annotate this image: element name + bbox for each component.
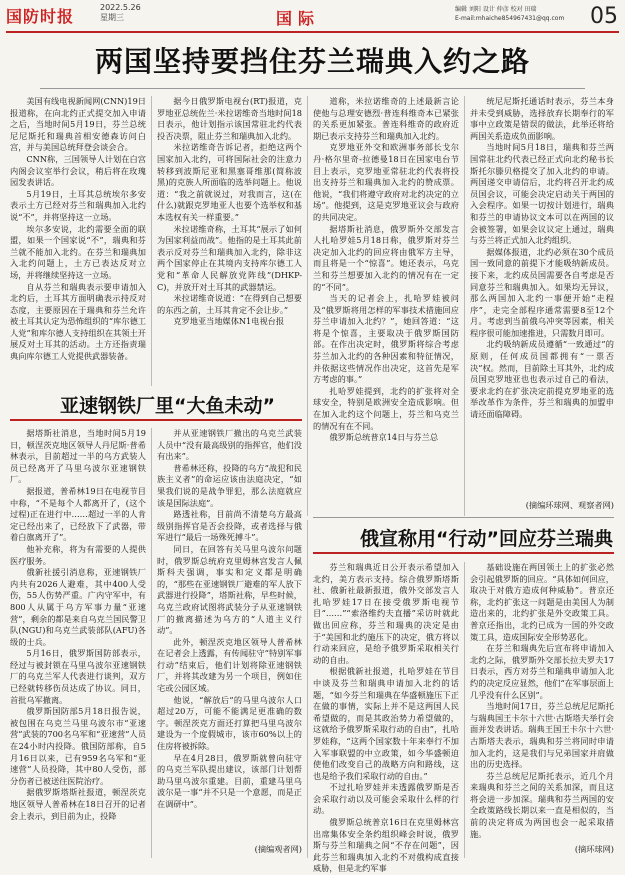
paragraph: 米拉诺维奇说道：“在得到自己想要的东西之前，土耳其肯定不会让步。”	[157, 293, 302, 315]
paragraph: 据塔斯社消息，俄罗斯外交部发言人扎哈罗娃5月18日称，俄罗斯对芬兰决定加入北约的回应将由俄军方主导，而且将是一个“惊喜”。她还表示，乌克兰和芬兰想要加入北约的情况有在一定的“不同”。	[313, 223, 459, 292]
paragraph: 芬兰和瑞典近日公开表示希望加入北约，美方表示支持。综合俄罗斯塔斯社、俄新社最新报道，俄外交部发言人扎哈罗娃17日在接受俄罗斯电视节目“……”“索洛维约夫直播”采访时就此做出回应称，芬兰和瑞典的决定是由于“美国和北约施压下的决定，俄方将以行动来回应，是给予俄罗斯采取相关行动的自由。	[313, 562, 459, 665]
paragraph: 当天的记者会上，扎哈罗娃被问及“俄罗斯将用怎样的军事技术措施回应芬兰申请加入北约？”，她回答道：“这将是个惊喜，主要取决于俄罗斯国防部。在作出决定时，俄罗斯将综合考虑芬兰加入北约的各种因素和特征情况，并依据这些情况作出决定，这首先是军方考虑的事。”	[313, 293, 459, 385]
article1-byline-box	[470, 500, 614, 514]
masthead: 国防时报	[6, 7, 75, 26]
article1-column-2	[157, 96, 302, 386]
paragraph: 5月16日，俄罗斯国防部表示，经过与被封锁在马里乌波尔亚速钢铁厂的乌克兰军人代表进行谈判，双方已经就转移伤员达成了协议。同日，首批乌军撤离。	[10, 648, 146, 705]
article2-column-2	[157, 428, 302, 844]
article3-title-rule	[313, 552, 614, 554]
paragraph: 芬兰总统尼尼斯托表示，近几个月来瑞典和芬兰之间的关系加深，而且这将会进一步加深。瑞典和芬兰两国的安全政策路线长期以来一直是相似的，当前的决定将成为两国也会一起采取措施。	[470, 770, 614, 839]
dateline	[100, 3, 141, 23]
header-rule	[6, 31, 619, 33]
article2-title: 亚速钢铁厂里“大鱼未动”	[60, 395, 275, 417]
paragraph: 俄罗斯国防部5月18日报告说，被包围在乌克兰马里乌波尔市“亚速营”武装的700名乌军和“亚速营”人员在24小时内投降。俄国防部称，自5月16日以来，已有959名乌军和“亚速营”人员投降，其中80人受伤，部分伤者已被送往医院治疗。	[10, 706, 146, 786]
paragraph: 他补充称，将为有需要的人提供医疗服务。	[10, 543, 146, 566]
paragraph: 在芬兰和瑞典先后宣布将申请加入北约之际，俄罗斯外交部长拉夫罗夫17日表示，西方对芬兰和瑞典申请加入北约的决定反应显然，他们“在军事层面上几乎没有什么区别”。	[470, 643, 614, 700]
paragraph: 他说，“解放后”的马里乌波尔人口超过20万，可能不能满足更准确的数字。顿涅茨克方面还打算把马里乌波尔建设为一个度假城市，该市60%以上的住房将被拆除。	[157, 694, 302, 752]
article1-byline: (摘编环球网、观察者网)	[525, 500, 614, 510]
article3-byline-box	[470, 844, 614, 858]
column-divider	[464, 96, 465, 516]
paragraph: 俄罗斯总统普京16日在克里姆林宫出席集体安全条约组织峰会时说，俄罗斯与芬兰和瑞典之间“不存在问题”，因此芬兰和瑞典加入北约不对俄构成直接威胁，但是北约军事	[313, 817, 459, 874]
headline-rule	[40, 88, 585, 89]
editor-email: E-mail:mhaiche854967431@qq.com	[455, 15, 565, 22]
column-divider	[151, 96, 152, 386]
paragraph: CNN称，三国领导人计划在白宫内阁会议室举行会议，稍后将在玫瑰园发表讲话。	[10, 153, 146, 188]
paragraph: 当地时间17日，芬兰总统尼尼斯托与瑞典国王卡尔十六世·古斯塔夫举行会面并发表讲话。瑞典王国王卡尔十六世·古斯塔夫表示，瑞典和芬兰将同时申请加入北约，这是我们与兄弟国家并肩做出的历史选择。	[470, 701, 614, 770]
paragraph: 俄新社援引消息称，亚速钢铁厂内共有2026人避难，其中400人受伤，55人伤势严重。广内守军中，有800人从属于乌方军事力量“亚速营”，剩余的都是来自乌克兰国民警卫队(NGU)和乌克兰武装部队(AFU)各级的士兵。	[10, 567, 146, 647]
paragraph: 同日，在回答有关马里乌波尔问题时，俄罗斯总统府克里姆林宫发言人佩斯科夫强调，事实和定义都是明确的，“那些在亚速钢铁厂避难的军人放下武器进行投降”，塔斯社称，早些时候，乌克兰政府试图将武装分子从亚速钢铁厂的撤离描述为乌方的“人道主义行动”。	[157, 543, 302, 636]
paragraph: 自从芬兰和瑞典表示要申请加入北约后，土耳其方面明确表示持反对态度，主要原因在于瑞典和芬兰允许被土耳其认定为恐怖组织的“库尔德工人党”和库尔德人支持组织在其领土开展反对土耳其的活动。土方还指责瑞典向库尔德工人党提供武器装备。	[10, 281, 146, 362]
page-number: 05	[590, 4, 618, 29]
article3-column-1	[313, 562, 459, 874]
paragraph: 美国有线电视新闻网(CNN)19日报道称，在向北约正式提交加入申请之后，当地时间5月19日，芬兰总统尼尼斯托和瑞典首相安德森访问白宫，并与美国总统拜登会谈会合。	[10, 96, 146, 153]
paragraph: 5月19日，土耳其总统埃尔多安表示土方已经对芬兰和瑞典加入北约说“不”，并将坚持这一立场。	[10, 188, 146, 222]
article3-byline: (摘环球网)	[574, 844, 614, 854]
section-title: 国际	[276, 9, 321, 28]
paragraph: 克罗地亚外交和欧洲事务部长戈尔丹·格尔里奇-拉德曼18日在国家电台节目上表示，克罗地亚常驻北约代表将投出支持芬兰和瑞典加入北约的赞成票。他说，“我们将遵守政府对北约决定的立场”。他提到，这是克罗地亚议会与政府的共同决定。	[313, 142, 459, 222]
paragraph: 早在4月28日，俄罗斯就曾向驻守的乌克兰军队提出建议，该部门计划帮助马里乌波尔重建。目前，重建马里乌波尔是一事“并不只是一个意愿，而是正在调研中”。	[157, 752, 302, 809]
editor-names: 编辑 刘阳 设计 仲彦 校对 田瑞	[455, 6, 537, 13]
article2-column-1	[10, 428, 146, 858]
paragraph: 据塔斯社消息，当地时间5月19日，顿涅茨克地区领导人丹尼斯·普希林表示，目前超过一半的乌方武装人员已经离开了马里乌波尔亚速钢铁厂。	[10, 428, 146, 485]
paragraph: 道称，米拉诺维奇的上述最新言论使他与总理安德烈·普连科维奇本已紧张的关系更加紧张。普连科维奇的政府近期已表示支持芬兰和瑞典加入北约。	[313, 96, 459, 141]
paragraph: 埃尔多安说，北约需要全面的联盟，如果一个国家说“不”，瑞典和芬兰就不能加入北约。在芬兰和瑞典加入北约问题上，土方已表达反对立场，并将继续坚持这一立场。	[10, 223, 146, 280]
paragraph: 据俄罗斯塔斯社报道，顿涅茨克地区领导人普希林在18日召开的记者会上表示，到目前为止，投降	[10, 787, 146, 821]
article2-byline-box	[157, 844, 302, 858]
paragraph: 此外，顿涅茨克地区领导人普希林在记者会上透露，有传闻驻守“特别军事行动”结束后，他们计划将除亚速钢铁厂，并将其改建为另一个项目，例如住宅或公园区域。	[157, 636, 302, 694]
article3-top-rule	[313, 517, 614, 518]
issue-date: 2022.5.26	[100, 3, 141, 12]
paragraph: 克罗地亚当地媒体N1电视台报	[173, 316, 285, 327]
article3-title: 俄宣称用“行动”回应芬兰瑞典	[360, 528, 613, 550]
article1-column-3	[313, 96, 459, 512]
article2-title-rule	[10, 419, 302, 421]
paragraph: 俄罗斯总统普京14日与芬兰总	[329, 432, 439, 443]
paragraph: 基础设施在两国领土上的扩张必然会引起俄罗斯的回应。“具体如何回应，取决于对俄方造成何种威胁”。普京还称，北约扩张这一问题是由美国人为制造出来的，北约扩张是外交政策工具。普京还指出，北约已成为一国的外交政策工具，造成国际安全形势恶化。	[470, 562, 614, 642]
paragraph: 据媒体报道，北约必须在30个成员国一致同意的前提下才能吸纳新成员。接下来，北约成员国需要各自考虑是否同意芬兰和瑞典加入。如果均无异议，那么两国加入北约一事便开始“走程序”，走完全部程序通常需要8至12个月。考虑到当前俄乌冲突等因素，相关程序很可能加速推进，只需数月即可。	[470, 246, 614, 338]
column-divider	[307, 520, 308, 858]
column-divider	[151, 428, 152, 858]
paragraph: 米拉诺维奇称，土耳其“展示了如何为国家利益而战”。他指的是土耳其此前表示反对芬兰和瑞典加入北约，除非这两个国家停止在其境内支持库尔德工人党和“革命人民解放党阵线”(DHKP-C)，并放开对土耳其的武器禁运。	[157, 223, 302, 292]
paragraph: 普希林还称，投降的乌方“战犯和民族主义者”的命运应该由法庭决定，“如果我们说的是战争罪犯，那么法庭就应该是国际法庭”。	[157, 462, 302, 508]
paragraph: 据今日俄罗斯电视台(RT)报道，克罗地亚总统佐兰·米拉诺维奇当地时间18日表示，他计划指示该国常驻北约代表投否决票，阻止芬兰和瑞典加入北约。	[157, 96, 302, 141]
paragraph: 不过扎哈罗娃并未透露俄罗斯是否会采取行动以及可能会采取什么样的行动。	[313, 782, 459, 816]
paragraph: 根据俄新社报道，扎哈罗娃在节目中谈及芬兰和瑞典申请加入北约的话题，“如今芬兰和瑞典在华盛顿施压下正在做的事情，实际上并不是这两国人民希望做的，而是其政治势力希望做的，这就给予俄罗斯采取行动的自由”，扎哈罗娃称，“这两个国家数十年来奉行不加入军事联盟的中立政策，如今华盛顿迫使他们改变自己的战略方向和路线，这也是给予我们采取行动的自由。”	[313, 666, 459, 781]
paragraph: 当地时间5月18日，瑞典和芬兰两国常驻北约代表已经正式向北约秘书长斯托尔滕贝格提交了加入北约的申请。两国递交申请信后，北约将召开北约成员国会议，可能会决定启动关于两国的入会程序。如果一切按计划进行，瑞典和芬兰的申请协议文本可以在两国的议会被签署，如果会议议定上通过，瑞典与芬兰将正式加入北约组织。	[470, 142, 614, 246]
editor-credits	[455, 5, 585, 23]
paragraph: 扎哈罗娃提到，北约的扩张将对全球安全，特别是欧洲安全造成影响。但在加入北约这个问题上，芬兰和乌克兰的情况有在不同。	[313, 385, 459, 431]
article1-column-1	[10, 96, 146, 386]
paragraph: 北约吸纳新成员遵循“一致通过”的原则，任何成员国都拥有“一票否决”权。然而，目前除土耳其外，北约成员国克罗地亚也也表示过自己的看法，要求北约在扩张决定前提克罗地亚的选举改革作为条件，芬兰和瑞典的加盟申请还面临障碍。	[470, 339, 614, 420]
article3-column-2	[470, 562, 614, 842]
main-headline: 两国坚持要挡住芬兰瑞典入约之路	[94, 45, 530, 78]
paragraph: 路透社称，目前尚不清楚乌方最高级别指挥官是否会投降，或者选择与俄军进行“最后一场殊死搏斗”。	[157, 509, 302, 543]
page-header	[0, 0, 625, 34]
issue-weekday: 星期三	[100, 13, 124, 22]
paragraph: 米拉诺维奇告诉记者，拒绝这两个国家加入北约，可将国际社会的注意力转移到波斯尼亚和黑塞哥维那(简称波黑)的克族人所面临的选举问题上。他说道：“我之前就说过，对我而言，这(在什么)就跟克罗地亚人也要个选举权和基本选权有关一样重要。”	[157, 142, 302, 222]
column-divider	[464, 562, 465, 858]
column-divider	[307, 96, 308, 516]
paragraph: 统尼尼斯托通话时表示，芬兰本身并未受到威胁，选择放弃长期奉行的军事中立政策是错误的做法，此举还将给两国关系造成负面影响。	[470, 96, 614, 141]
paragraph: 据报道，普希林19日在电视节目中称，“不是每个人都离开了，(这个过程)正在进行中……超过一半的人肯定已经出来了，已经放下了武器，带着白旗离开了”。	[10, 485, 146, 543]
article2-byline: (摘编观者网)	[254, 844, 302, 854]
paragraph: 并从亚速钢铁厂撤出的乌克兰武装人员中“没有最高级别的指挥官，他们没有出来”。	[157, 428, 302, 462]
article1-column-4	[470, 96, 614, 496]
